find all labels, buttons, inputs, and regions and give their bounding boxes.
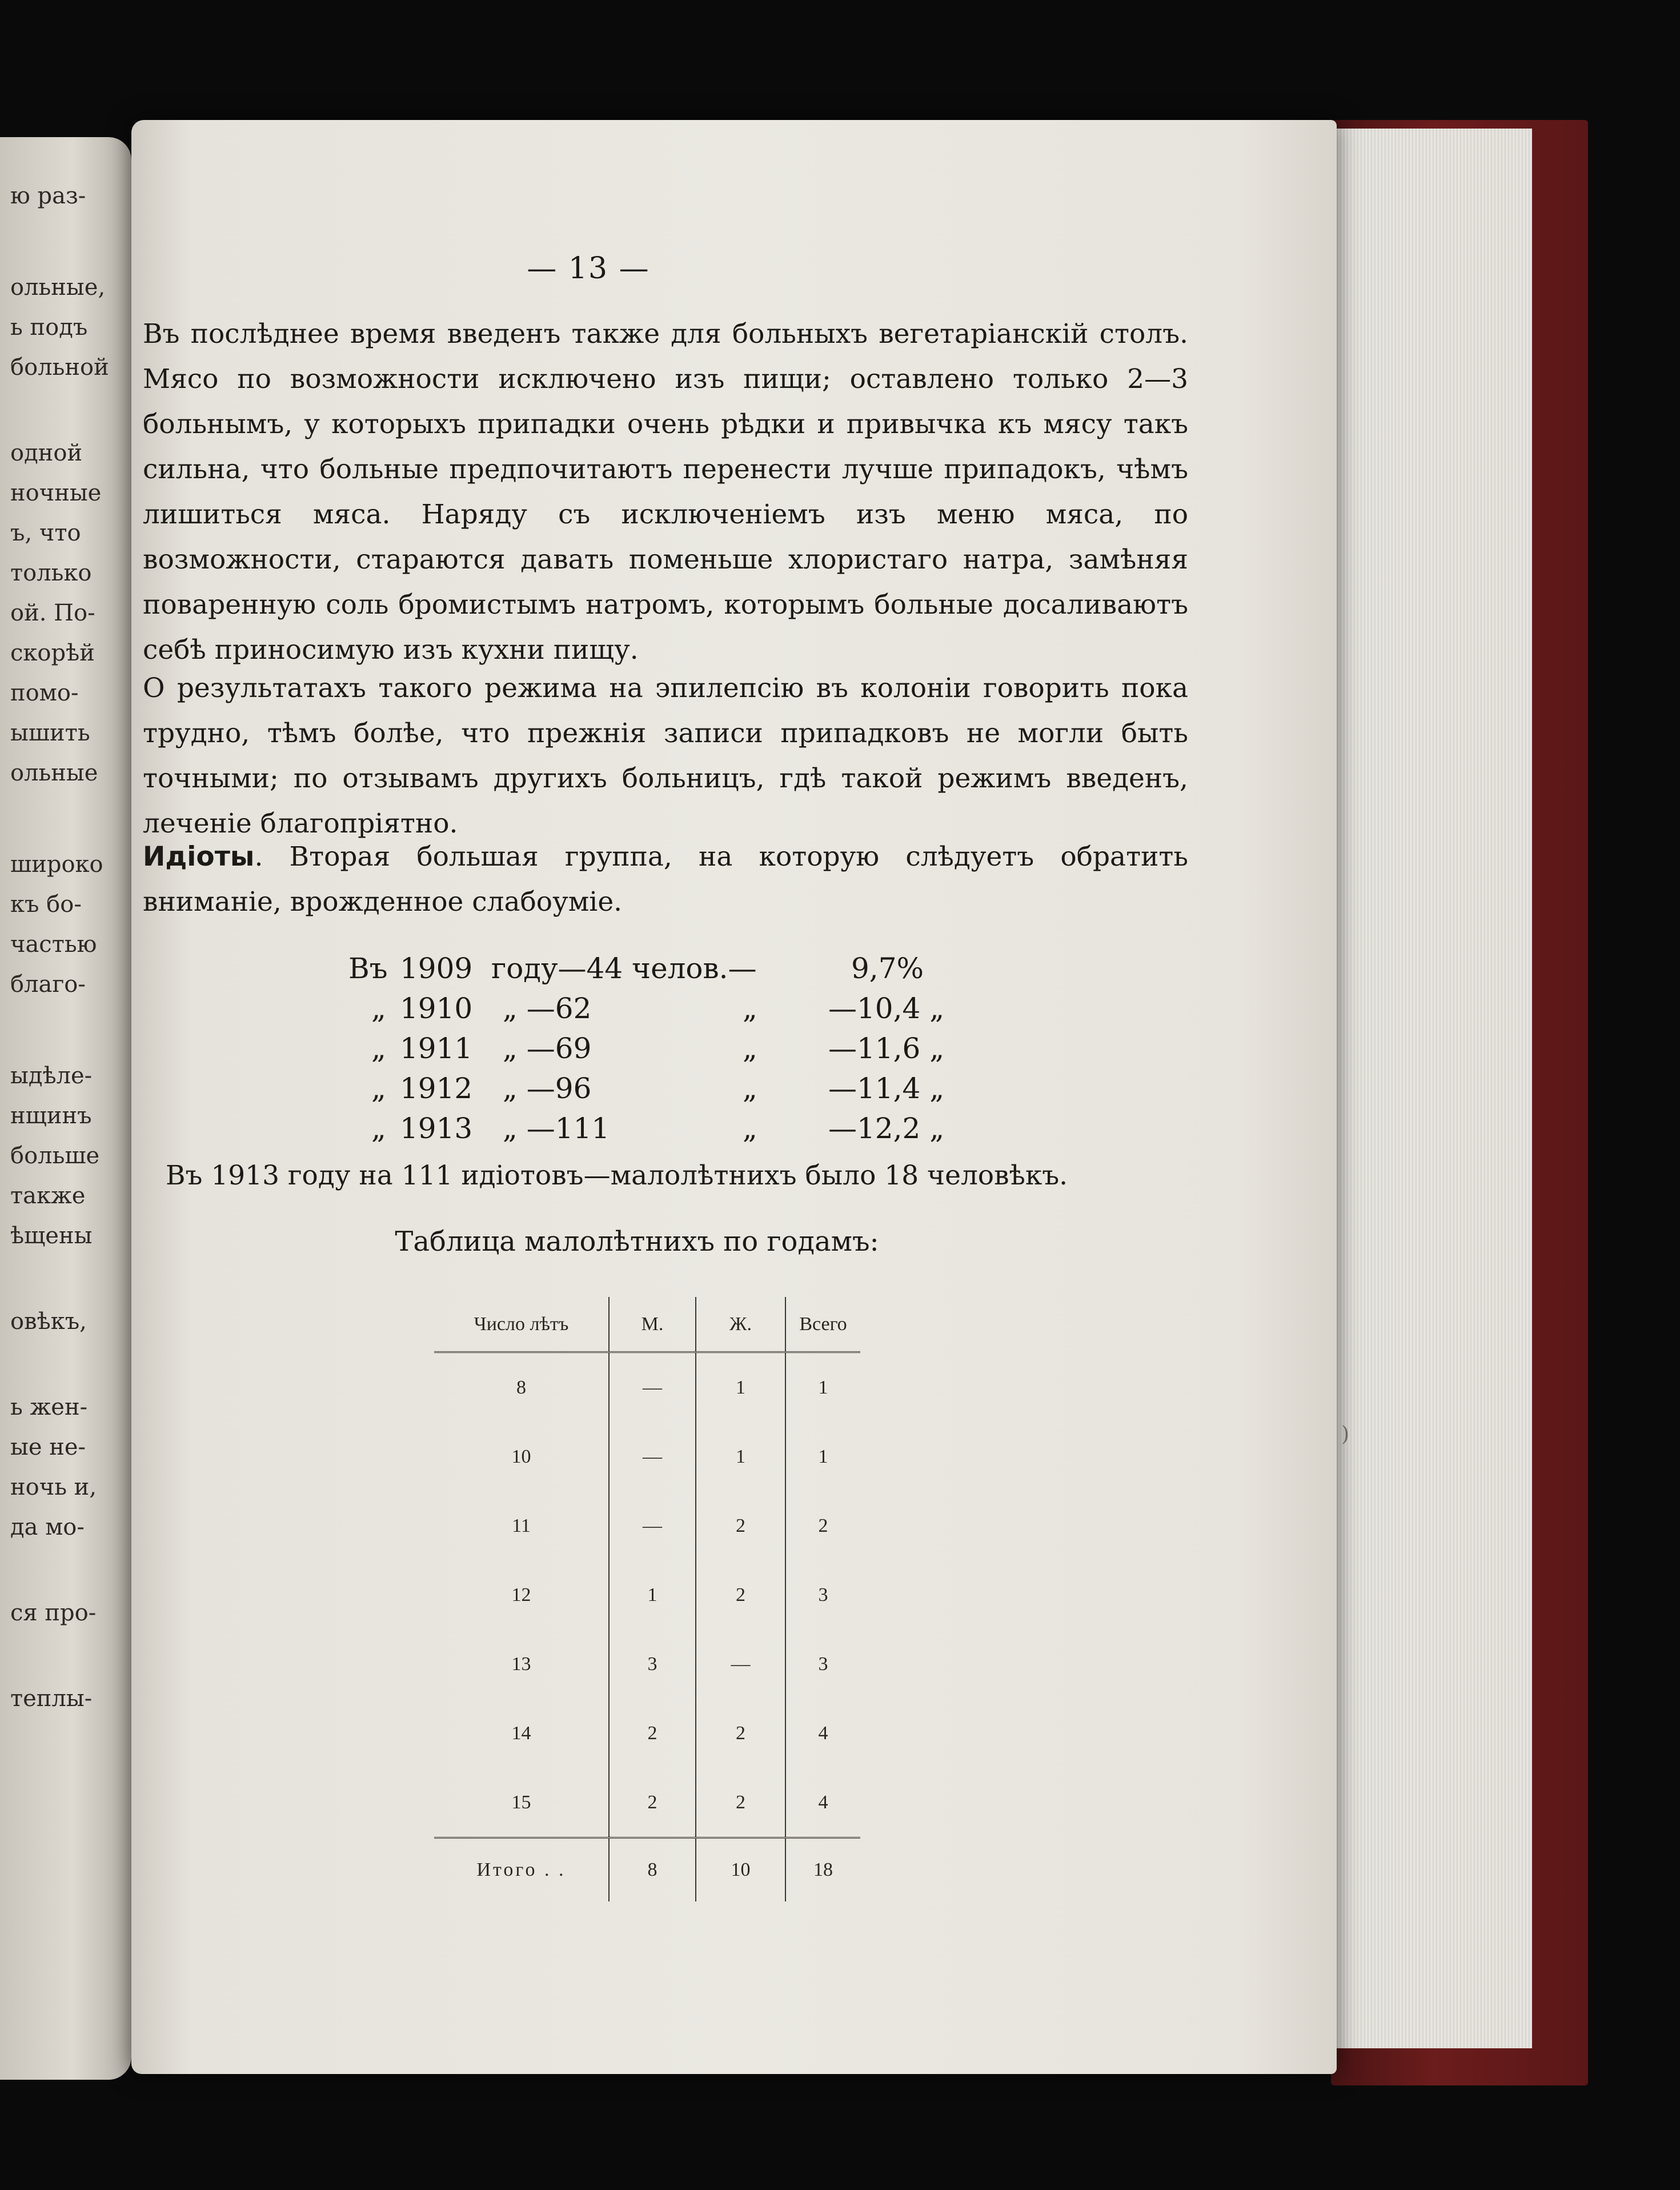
table-total-row (434, 1838, 860, 1902)
left-page-text-fragment: ой. По- (10, 600, 95, 626)
stat-ditto: „ (743, 1112, 757, 1145)
paragraph-idiots (143, 834, 1188, 924)
stat-year: 1913 (400, 1112, 473, 1145)
cell-total: 3 (785, 1560, 860, 1630)
cell-male: 2 (609, 1768, 696, 1838)
table-header-row (434, 1297, 860, 1352)
table-row (434, 1352, 860, 1423)
left-page-text-fragment: ольные, (10, 274, 106, 301)
stat-count: „ —62 (503, 992, 592, 1025)
cell-total-female: 10 (696, 1838, 785, 1902)
cell-age: 10 (511, 1446, 531, 1467)
left-page-text-fragment: больной (10, 354, 109, 381)
stat-ditto: „ (743, 992, 757, 1025)
stat-prefix: Въ (348, 952, 388, 985)
minors-note: Въ 1913 году на 111 идіотовъ—малолѣтнихъ было 18 человѣкъ. (166, 1160, 1068, 1191)
left-page-text-fragment: ночные (10, 480, 102, 506)
left-page-text-fragment: да мо- (10, 1514, 85, 1540)
left-page-text-fragment: также (10, 1183, 86, 1209)
paragraph-results: О результатахъ такого режима на эпилепсію въ колоніи говорить пока трудно, тѣмъ болѣе, что прежнія записи припадковъ не могли быть точными; по отзывамъ другихъ больницъ, гдѣ такой режимъ введенъ, леченіе благопріятно. (143, 672, 1188, 839)
left-page-text-fragment: ъ, что (10, 520, 81, 546)
table-row (434, 1560, 860, 1630)
stat-count: „ —96 (503, 1072, 592, 1105)
left-page-text-fragment: ѣщены (10, 1223, 93, 1249)
paragraph-idiots-body: . Вторая большая группа, на которую слѣдуетъ обратить вниманіе, врожденное слабоуміе. (143, 841, 1188, 918)
cell-male: — (609, 1422, 696, 1491)
cell-total-all: 18 (785, 1838, 860, 1902)
cell-total: 1 (785, 1352, 860, 1423)
cell-age: 15 (511, 1791, 531, 1813)
left-page-text-fragment: ь подъ (10, 314, 88, 341)
left-page-text-fragment: скорѣй (10, 640, 95, 666)
cell-age: 8 (516, 1376, 526, 1398)
left-page-text-fragment: помо- (10, 680, 79, 706)
col-header-total: Всего (785, 1297, 860, 1352)
left-page-text-fragment: широко (10, 851, 103, 878)
left-page-text-fragment: къ бо- (10, 891, 82, 918)
col-header-male: М. (609, 1297, 696, 1352)
table-row (434, 1630, 860, 1699)
cell-total: 4 (785, 1768, 860, 1838)
stat-count: „ —111 (503, 1112, 610, 1145)
cell-female: 1 (696, 1422, 785, 1491)
cell-total: 1 (785, 1422, 860, 1491)
stat-year: 1909 (400, 952, 473, 985)
left-page-text-fragment: теплы- (10, 1685, 93, 1712)
paragraph-vegetarian: Въ послѣднее время введенъ также для больныхъ вегетаріанскій столъ. Мясо по возможности исключено изъ пищи; оставлено только 2—3 больнымъ, у которыхъ припадки очень рѣдки и привычка къ мясу такъ сильна, что больные предпочитаютъ перенести лучше припадокъ, чѣмъ лишиться мяса. Наряду съ исключеніемъ изъ меню мяса, по возможности, стараются давать поменьше хлористаго натра, замѣняя поваренную соль бромистымъ натромъ, которымъ больные досаливаютъ себѣ приносимую изъ кухни пищу. (143, 318, 1188, 666)
table-title: Таблица малолѣтнихъ по годамъ: (395, 1226, 879, 1258)
stat-prefix: „ (371, 1112, 386, 1145)
left-page-text-fragment: ю раз- (10, 183, 86, 209)
cell-female: 2 (696, 1560, 785, 1630)
cell-female: — (696, 1630, 785, 1699)
left-page-text-fragment: нщинъ (10, 1103, 92, 1129)
cell-age: 11 (512, 1515, 531, 1536)
stat-year: 1911 (400, 1032, 473, 1065)
left-page-edge (0, 137, 131, 2080)
cell-total-label: Итого . . (434, 1838, 609, 1902)
table-row (434, 1699, 860, 1768)
stat-count: году—44 челов.— (491, 952, 757, 985)
cell-age: 13 (511, 1653, 531, 1675)
left-page-text-fragment: ышить (10, 720, 90, 746)
page-number: — 13 — (527, 251, 650, 286)
stat-percent: —10,4 „ (828, 992, 945, 1025)
cell-total-male: 8 (609, 1838, 696, 1902)
stat-year: 1912 (400, 1072, 473, 1105)
stat-percent: —11,6 „ (828, 1032, 945, 1065)
left-page-text-fragment: благо- (10, 971, 86, 998)
table-row (434, 1491, 860, 1560)
left-page-text-fragment: овѣкъ, (10, 1308, 87, 1335)
cell-total: 3 (785, 1630, 860, 1699)
left-page-text-fragment: частью (10, 931, 97, 958)
col-header-female: Ж. (696, 1297, 785, 1352)
cell-male: — (609, 1491, 696, 1560)
cell-age: 12 (511, 1584, 531, 1606)
left-page-text-fragment: только (10, 560, 92, 586)
page (131, 120, 1350, 2074)
stat-prefix: „ (371, 992, 386, 1025)
cell-male: 3 (609, 1630, 696, 1699)
stat-ditto: „ (743, 1032, 757, 1065)
left-page-text-fragment: ыдѣле- (10, 1063, 93, 1089)
stat-prefix: „ (371, 1032, 386, 1065)
margin-mark: ) (1341, 1423, 1350, 1446)
left-page-text-fragment: ые не- (10, 1434, 86, 1460)
cell-female: 2 (696, 1491, 785, 1560)
cell-male: — (609, 1352, 696, 1423)
stat-percent: —11,4 „ (828, 1072, 945, 1105)
stat-prefix: „ (371, 1072, 386, 1105)
cell-female: 2 (696, 1768, 785, 1838)
stat-percent: —12,2 „ (828, 1112, 945, 1145)
section-heading: Идіоты (143, 841, 255, 872)
left-page-text-fragment: больше (10, 1143, 100, 1169)
stat-year: 1910 (400, 992, 473, 1025)
left-page-text-fragment: ся про- (10, 1600, 97, 1626)
cell-male: 2 (609, 1699, 696, 1768)
cell-age: 14 (511, 1722, 531, 1744)
stat-percent: 9,7% (851, 952, 924, 985)
cell-male: 1 (609, 1560, 696, 1630)
page-stack (1331, 129, 1532, 2048)
left-page-text-fragment: ольные (10, 760, 98, 786)
cell-female: 2 (696, 1699, 785, 1768)
left-page-text-fragment: ь жен- (10, 1394, 88, 1420)
stat-count: „ —69 (503, 1032, 592, 1065)
minors-table (434, 1297, 860, 1901)
table-row (434, 1422, 860, 1491)
left-page-text-fragment: ночь и, (10, 1474, 97, 1500)
table-row (434, 1768, 860, 1838)
col-header-age: Число лѣтъ (434, 1297, 609, 1352)
cell-total: 2 (785, 1491, 860, 1560)
left-page-text-fragment: одной (10, 440, 83, 466)
cell-total: 4 (785, 1699, 860, 1768)
stat-ditto: „ (743, 1072, 757, 1105)
cell-female: 1 (696, 1352, 785, 1423)
